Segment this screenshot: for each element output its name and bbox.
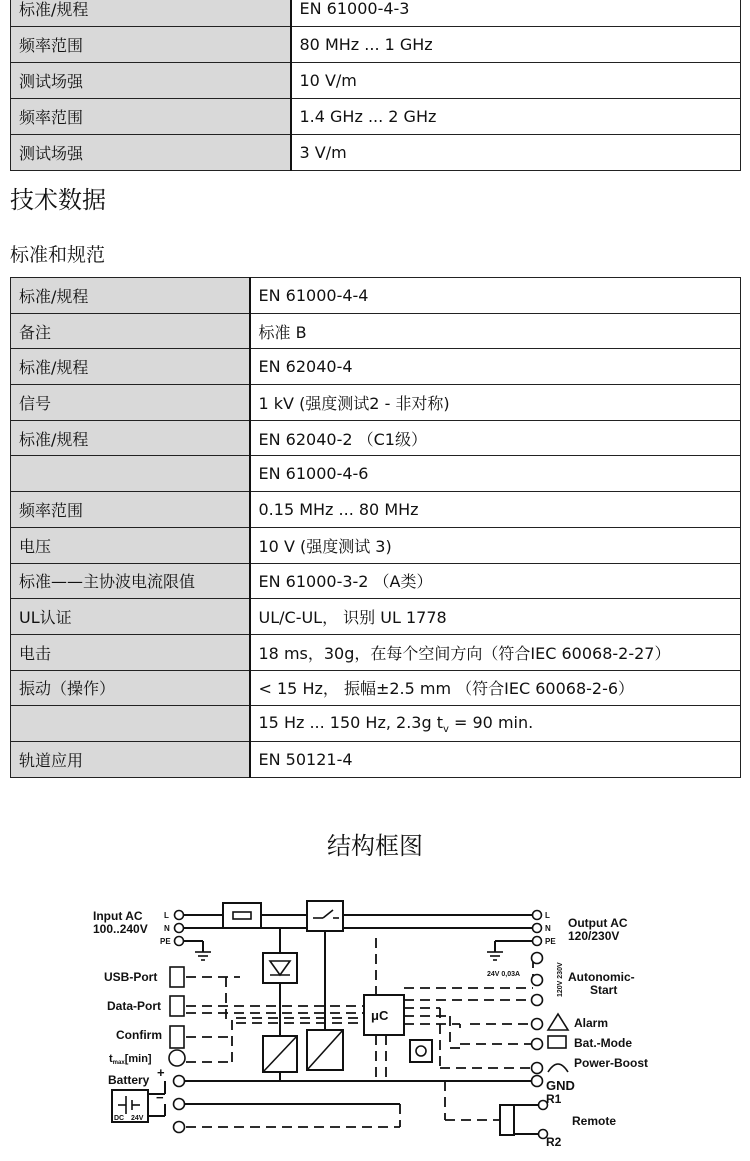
row-value: 18 ms，30g，在每个空间方向（符合IEC 60068-2-27） <box>250 634 741 670</box>
label-gnd: GND <box>546 1078 575 1093</box>
label-l-out: L <box>545 911 550 920</box>
label-l-in: L <box>164 911 169 920</box>
table-row <box>11 99 741 135</box>
table-row <box>11 420 741 456</box>
table-row <box>11 492 741 528</box>
label-autonomic: Autonomic- <box>568 970 635 984</box>
row-label: 标准——主协波电流限值 <box>11 563 250 599</box>
label-output-range: 120/230V <box>568 929 620 943</box>
row-label: 标准/规程 <box>11 420 250 456</box>
label-pe-out: PE <box>545 937 556 946</box>
fuse-box <box>223 903 261 928</box>
row-value: EN 61000-4-6 <box>250 456 741 492</box>
label-24v: 24V 0,03A <box>487 971 521 978</box>
label-120-230v: 120V 230V <box>557 962 564 997</box>
row-label: 频率范围 <box>11 99 291 135</box>
label-n-out: N <box>545 924 551 933</box>
label-input-ac: Input AC <box>93 909 143 923</box>
row-label: 标准/规程 <box>11 278 250 314</box>
label-plus: + <box>157 1065 165 1080</box>
label-n-in: N <box>164 924 170 933</box>
row-value: EN 62040-2 （C1级） <box>250 420 741 456</box>
section-title: 技术数据 <box>10 186 106 214</box>
table-row <box>11 313 741 349</box>
row-value: 1 kV (强度测试2 - 非对称) <box>250 385 741 421</box>
value-text: 15 Hz ... 150 Hz, 2.3g t <box>258 712 443 732</box>
row-label: 电击 <box>11 634 250 670</box>
row-value: 10 V (强度测试 3) <box>250 527 741 563</box>
label-microcontroller: μC <box>371 1008 389 1023</box>
row-label: UL认证 <box>11 599 250 635</box>
row-label: 轨道应用 <box>11 741 250 777</box>
label-start: Start <box>590 983 618 997</box>
block-diagram <box>0 880 750 1161</box>
spec-table-top <box>10 0 741 171</box>
row-value: EN 62040-4 <box>250 349 741 385</box>
row-value: 1.4 GHz ... 2 GHz <box>291 99 741 135</box>
row-value: EN 50121-4 <box>250 741 741 777</box>
label-output-ac: Output AC <box>568 916 628 930</box>
table-row <box>11 670 741 706</box>
table-row <box>11 706 741 742</box>
row-label: 标准/规程 <box>11 349 250 385</box>
table-row <box>11 0 741 27</box>
label-r2: R2 <box>546 1135 562 1149</box>
row-value: EN 61000-4-3 <box>291 0 741 27</box>
subsection-title: 标准和规范 <box>10 244 106 266</box>
label-dc: DC <box>114 1115 125 1122</box>
row-label <box>11 456 250 492</box>
label-usb-port: USB-Port <box>104 970 158 984</box>
rectifier-box <box>263 953 297 983</box>
row-label <box>11 706 250 742</box>
remote-relay-box <box>500 1105 514 1135</box>
spec-table-standards <box>10 277 741 778</box>
table-row <box>11 563 741 599</box>
row-value: 10 V/m <box>291 63 741 99</box>
table-row <box>11 456 741 492</box>
row-label: 标准/规程 <box>11 0 291 27</box>
label-power-boost: Power-Boost <box>574 1056 649 1070</box>
alarm-icon <box>548 1014 568 1030</box>
label-minus: − <box>156 1090 164 1105</box>
table-row <box>11 634 741 670</box>
table-row <box>11 27 741 63</box>
power-boost-icon <box>548 1064 568 1072</box>
label-input-range: 100..240V <box>93 922 148 936</box>
row-label: 备注 <box>11 313 250 349</box>
table-row <box>11 385 741 421</box>
diagram-title: 结构框图 <box>327 832 423 860</box>
label-data-port: Data-Port <box>107 999 162 1013</box>
label-remote: Remote <box>572 1114 617 1128</box>
table-row <box>11 527 741 563</box>
battery-mode-icon <box>548 1036 566 1048</box>
table-row <box>11 63 741 99</box>
row-label: 信号 <box>11 385 250 421</box>
label-confirm: Confirm <box>116 1028 162 1042</box>
data-port-box <box>170 996 184 1016</box>
thermal-box <box>410 1040 432 1062</box>
row-label: 测试场强 <box>11 135 291 171</box>
label-bat-mode: Bat.-Mode <box>574 1036 632 1050</box>
value-tail: = 90 min. <box>448 712 534 732</box>
row-value: EN 61000-4-4 <box>250 278 741 314</box>
label-battery: Battery <box>108 1073 150 1087</box>
signal-lines <box>186 938 533 1127</box>
label-pe-in: PE <box>160 937 171 946</box>
row-label: 频率范围 <box>11 27 291 63</box>
row-label: 电压 <box>11 527 250 563</box>
row-value: 80 MHz ... 1 GHz <box>291 27 741 63</box>
table-row <box>11 135 741 171</box>
row-value <box>250 706 741 742</box>
table-row <box>11 278 741 314</box>
tmax-knob <box>169 1050 185 1066</box>
row-value: < 15 Hz， 振幅±2.5 mm （符合IEC 60068-2-6） <box>250 670 741 706</box>
label-r1: R1 <box>546 1092 562 1106</box>
label-tmax: tmax[min] <box>109 1053 152 1066</box>
row-label: 振动（操作） <box>11 670 250 706</box>
row-label: 频率范围 <box>11 492 250 528</box>
table-row <box>11 599 741 635</box>
value-subscript: v <box>443 723 449 735</box>
row-value: 3 V/m <box>291 135 741 171</box>
label-dc-voltage: 24V <box>131 1115 144 1122</box>
confirm-box <box>170 1026 184 1048</box>
row-label: 测试场强 <box>11 63 291 99</box>
row-value: UL/C-UL， 识别 UL 1778 <box>250 599 741 635</box>
row-value: 标准 B <box>250 313 741 349</box>
row-value: 0.15 MHz ... 80 MHz <box>250 492 741 528</box>
row-value: EN 61000-3-2 （A类） <box>250 563 741 599</box>
table-row <box>11 741 741 777</box>
usb-port-box <box>170 967 184 987</box>
table-row <box>11 349 741 385</box>
label-alarm: Alarm <box>574 1016 609 1030</box>
